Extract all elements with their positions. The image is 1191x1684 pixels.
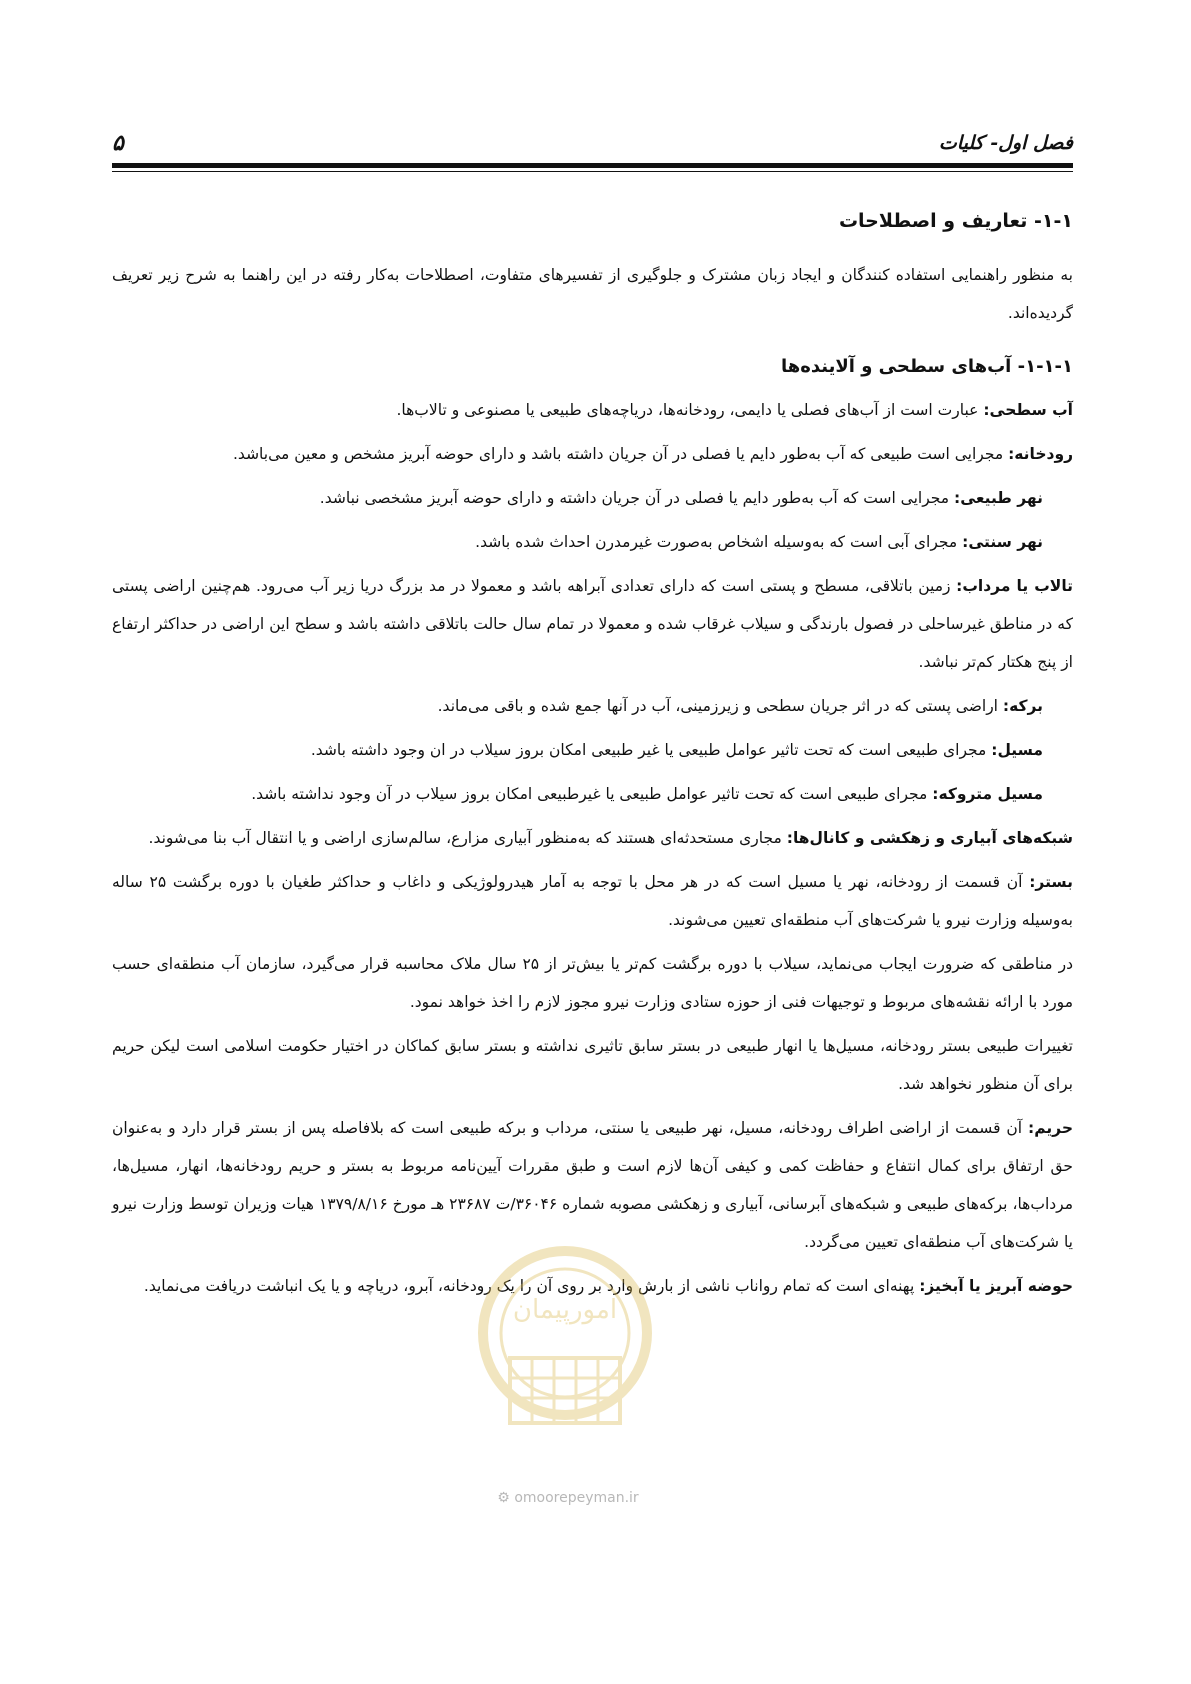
paragraph-return-period: در مناطقی که ضرورت ایجاب می‌نماید، سیلاب با دوره برگشت کم‌تر یا بیش‌تر از ۲۵ سال ملاک محاسبه قرار می‌گیرد، سازمان آب منطقه‌ای حسب مورد با ارائه نقشه‌های مربوط و توجیهات فنی از حوزه ستادی وزارت نیرو مجوز لازم را اخذ خواهد نمود. xyxy=(112,955,1074,1011)
definition-text: مجرای آبی است که به‌وسیله اشخاص به‌صورت غیرمدرن احداث شده باشد. xyxy=(475,533,963,551)
definition-natural-stream xyxy=(112,479,1073,517)
definition-text: مجرای طبیعی است که تحت تاثیر عوامل طبیعی یا غیرطبیعی امکان بروز سیلاب در آن وجود نداشته باشد. xyxy=(251,785,933,803)
definition-term: تالاب یا مرداب: xyxy=(956,577,1073,595)
page-content xyxy=(112,210,1073,1311)
definition-text: زمین باتلاقی، مسطح و پستی است که دارای تعدادی آبراهه باشد و معمولا در مد بزرگ دریا زیر آب می‌رود. هم‌چنین اراضی پستی که در مناطق غیرساحلی در فصول بارندگی و سیلاب غرقاب شده و معمولا در تمام سال حالت باتلاقی داشته باشد و سطح این اراضی در حداکثر ارتفاع از پنج هکتار کم‌تر نباشد. xyxy=(112,577,1073,671)
definition-term: نهر طبیعی: xyxy=(954,489,1043,507)
definition-term: مسیل متروکه: xyxy=(932,785,1043,803)
definition-traditional-stream xyxy=(112,523,1073,561)
definition-term: نهر سنتی: xyxy=(962,533,1043,551)
definition-term: حریم: xyxy=(1028,1119,1073,1137)
definition-text: مجاری مستحدثه‌ای هستند که به‌منظور آبیاری مزارع، سالم‌سازی اراضی و یا انتقال آب بنا می‌شوند. xyxy=(148,829,787,847)
definition-term: برکه: xyxy=(1002,697,1043,715)
definition-text: اراضی پستی که در اثر جریان سطحی و زیرزمینی، آب در آنها جمع شده و باقی می‌ماند. xyxy=(437,697,1003,715)
definition-irrigation-networks xyxy=(112,819,1073,857)
definition-text: آن قسمت از رودخانه، نهر یا مسیل است که در هر محل با توجه به آمار هیدرولوژیکی و داغاب و حداکثر طغیان با دوره برگشت ۲۵ ساله به‌وسیله وزارت نیرو یا شرکت‌های آب منطقه‌ای تعیین می‌شوند. xyxy=(112,873,1073,929)
intro-paragraph: به منظور راهنمایی استفاده کنندگان و ایجاد زبان مشترک و جلوگیری از تفسیرهای متفاوت، اصطلاحات به‌کار رفته در این راهنما به شرح زیر تعریف گردیده‌اند. xyxy=(112,266,1073,322)
section-heading: ۱-۱- تعاریف و اصطلاحات xyxy=(838,210,1073,232)
definition-term: مسیل: xyxy=(991,741,1043,759)
definition-text: عبارت است از آب‌های فصلی یا دایمی، رودخانه‌ها، دریاچه‌های طبیعی یا مصنوعی و تالاب‌ها. xyxy=(396,401,984,419)
definition-wetland xyxy=(112,567,1073,681)
definition-term: آب سطحی: xyxy=(983,401,1073,419)
definition-abandoned-floodway xyxy=(112,775,1073,813)
definition-river xyxy=(112,435,1073,473)
definition-bed xyxy=(112,863,1073,939)
page-number: ۵ xyxy=(112,130,124,156)
page-header xyxy=(112,128,1073,168)
definition-text: پهنه‌ای است که تمام رواناب ناشی از بارش وارد بر روی آن را یک رودخانه، آبرو، دریاچه و یا یک انباشت دریافت می‌نماید. xyxy=(143,1277,920,1295)
definition-term: رودخانه: xyxy=(1008,445,1073,463)
chapter-title: فصل اول- کلیات xyxy=(938,132,1073,154)
definition-text: آن قسمت از اراضی اطراف رودخانه، مسیل، نهر طبیعی یا سنتی، مرداب و برکه طبیعی است که بلافاصله پس از بستر قرار دارد و به‌عنوان حق ارتفاق برای کمال انتفاع و حفاظت کمی و کیفی آن‌ها لازم است و طبق مقررات آیین‌نامه مربوط به بستر و حریم رودخانه‌ها، انهار، مسیل‌ها، مرداب‌ها، برکه‌های طبیعی و شبکه‌های آبرسانی، آبیاری و زهکشی مصوبه شماره ۳۶۰۴۶/ت ۲۳۶۸۷ هـ مورخ ۱۳۷۹/۸/۱۶ هیات وزیران توسط وزارت نیرو یا شرکت‌های آب منطقه‌ای تعیین می‌گردد. xyxy=(112,1119,1074,1251)
definition-pond xyxy=(112,687,1073,725)
definition-text: مجرای طبیعی است که تحت تاثیر عوامل طبیعی یا غیر طبیعی امکان بروز سیلاب در ان وجود داشته باشد. xyxy=(310,741,992,759)
subsection-heading: ۱-۱-۱- آب‌های سطحی و آلاینده‌ها xyxy=(781,356,1073,377)
header-rule-thick xyxy=(112,163,1073,168)
definition-term: حوضه آبریز یا آبخیز: xyxy=(919,1277,1073,1295)
definition-text: مجرایی است طبیعی که آب به‌طور دایم یا فصلی در آن جریان داشته باشد و دارای حوضه آبریز مشخص و معین می‌باشد. xyxy=(233,445,1009,463)
definition-term: شبکه‌های آبیاری و زهکشی و کانال‌ها: xyxy=(786,829,1073,847)
watermark-url: ⚙ omoorepeyman.ir xyxy=(497,1490,639,1506)
definition-surface-water xyxy=(112,391,1073,429)
watermark-logo-text: امورپیمان xyxy=(512,1295,618,1325)
definition-floodway xyxy=(112,731,1073,769)
paragraph-bed-changes: تغییرات طبیعی بستر رودخانه، مسیل‌ها یا انهار طبیعی در بستر سابق تاثیری نداشته و بستر سابق کماکان در اختیار حکومت اسلامی است لیکن حریم برای آن منظور نخواهد شد. xyxy=(112,1037,1073,1093)
watermark-logo xyxy=(470,1238,660,1458)
definition-text: مجرایی است که آب به‌طور دایم یا فصلی در آن جریان داشته و دارای حوضه آبریز مشخصی نباشد. xyxy=(319,489,955,507)
header-rule-thin xyxy=(112,171,1073,172)
definition-term: بستر: xyxy=(1029,873,1073,891)
